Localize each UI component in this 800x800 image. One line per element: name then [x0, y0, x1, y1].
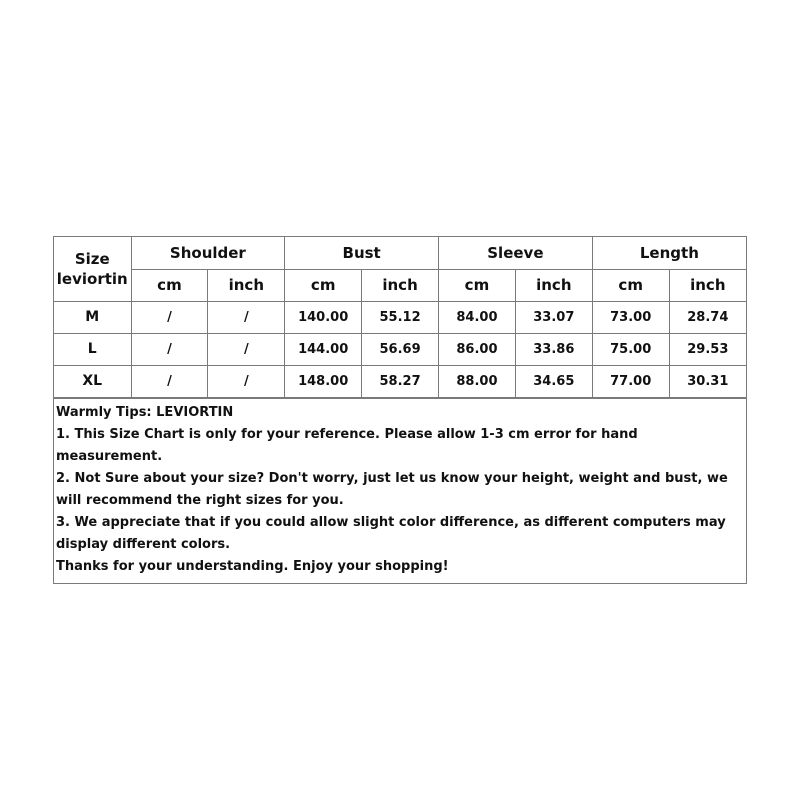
- group-header-bust: Bust: [285, 237, 439, 269]
- size-header-label: Size: [74, 249, 110, 268]
- unit-header: cm: [131, 269, 208, 301]
- measurement-cell: 84.00: [439, 301, 516, 333]
- size-chart: [53, 236, 747, 584]
- size-table: [54, 237, 746, 398]
- measurement-cell: /: [208, 333, 285, 365]
- tips-line: 3. We appreciate that if you could allow slight color difference, as different computers may display different colors.: [56, 514, 726, 552]
- unit-header: inch: [362, 269, 439, 301]
- measurement-cell: 148.00: [285, 365, 362, 397]
- measurement-cell: 56.69: [362, 333, 439, 365]
- size-cell: M: [54, 301, 131, 333]
- tips-heading: Warmly Tips: LEVIORTIN: [56, 404, 234, 420]
- measurement-cell: 30.31: [669, 365, 746, 397]
- measurement-cell: /: [131, 333, 208, 365]
- measurement-cell: 28.74: [669, 301, 746, 333]
- unit-header: cm: [439, 269, 516, 301]
- tips-line: 2. Not Sure about your size? Don't worry, just let us know your height, weight and bust, we will recommend the right sizes for you.: [56, 470, 728, 508]
- unit-header: inch: [208, 269, 285, 301]
- measurement-cell: 55.12: [362, 301, 439, 333]
- tips-closing: Thanks for your understanding. Enjoy your shopping!: [56, 558, 449, 574]
- size-cell: XL: [54, 365, 131, 397]
- measurement-cell: 144.00: [285, 333, 362, 365]
- group-header-row: [54, 237, 746, 269]
- table-row: [54, 365, 746, 397]
- measurement-cell: /: [208, 301, 285, 333]
- measurement-cell: 34.65: [515, 365, 592, 397]
- group-header-length: Length: [592, 237, 746, 269]
- measurement-cell: /: [131, 365, 208, 397]
- unit-header: cm: [592, 269, 669, 301]
- unit-header: inch: [515, 269, 592, 301]
- measurement-cell: 77.00: [592, 365, 669, 397]
- measurement-cell: 140.00: [285, 301, 362, 333]
- size-column-header: [54, 237, 131, 301]
- measurement-cell: /: [208, 365, 285, 397]
- tips-line: 1. This Size Chart is only for your reference. Please allow 1-3 cm error for hand measurement.: [56, 426, 638, 464]
- group-header-sleeve: Sleeve: [439, 237, 593, 269]
- table-row: [54, 301, 746, 333]
- measurement-cell: 86.00: [439, 333, 516, 365]
- unit-header: inch: [669, 269, 746, 301]
- table-row: [54, 333, 746, 365]
- measurement-cell: 75.00: [592, 333, 669, 365]
- group-header-shoulder: Shoulder: [131, 237, 285, 269]
- measurement-cell: 88.00: [439, 365, 516, 397]
- measurement-cell: 29.53: [669, 333, 746, 365]
- measurement-cell: 33.86: [515, 333, 592, 365]
- tips-section: [54, 398, 746, 583]
- measurement-cell: 33.07: [515, 301, 592, 333]
- unit-header: cm: [285, 269, 362, 301]
- measurement-cell: /: [131, 301, 208, 333]
- measurement-cell: 58.27: [362, 365, 439, 397]
- measurement-cell: 73.00: [592, 301, 669, 333]
- unit-header-row: [54, 269, 746, 301]
- size-cell: L: [54, 333, 131, 365]
- size-header-brand: leviortin: [56, 269, 128, 288]
